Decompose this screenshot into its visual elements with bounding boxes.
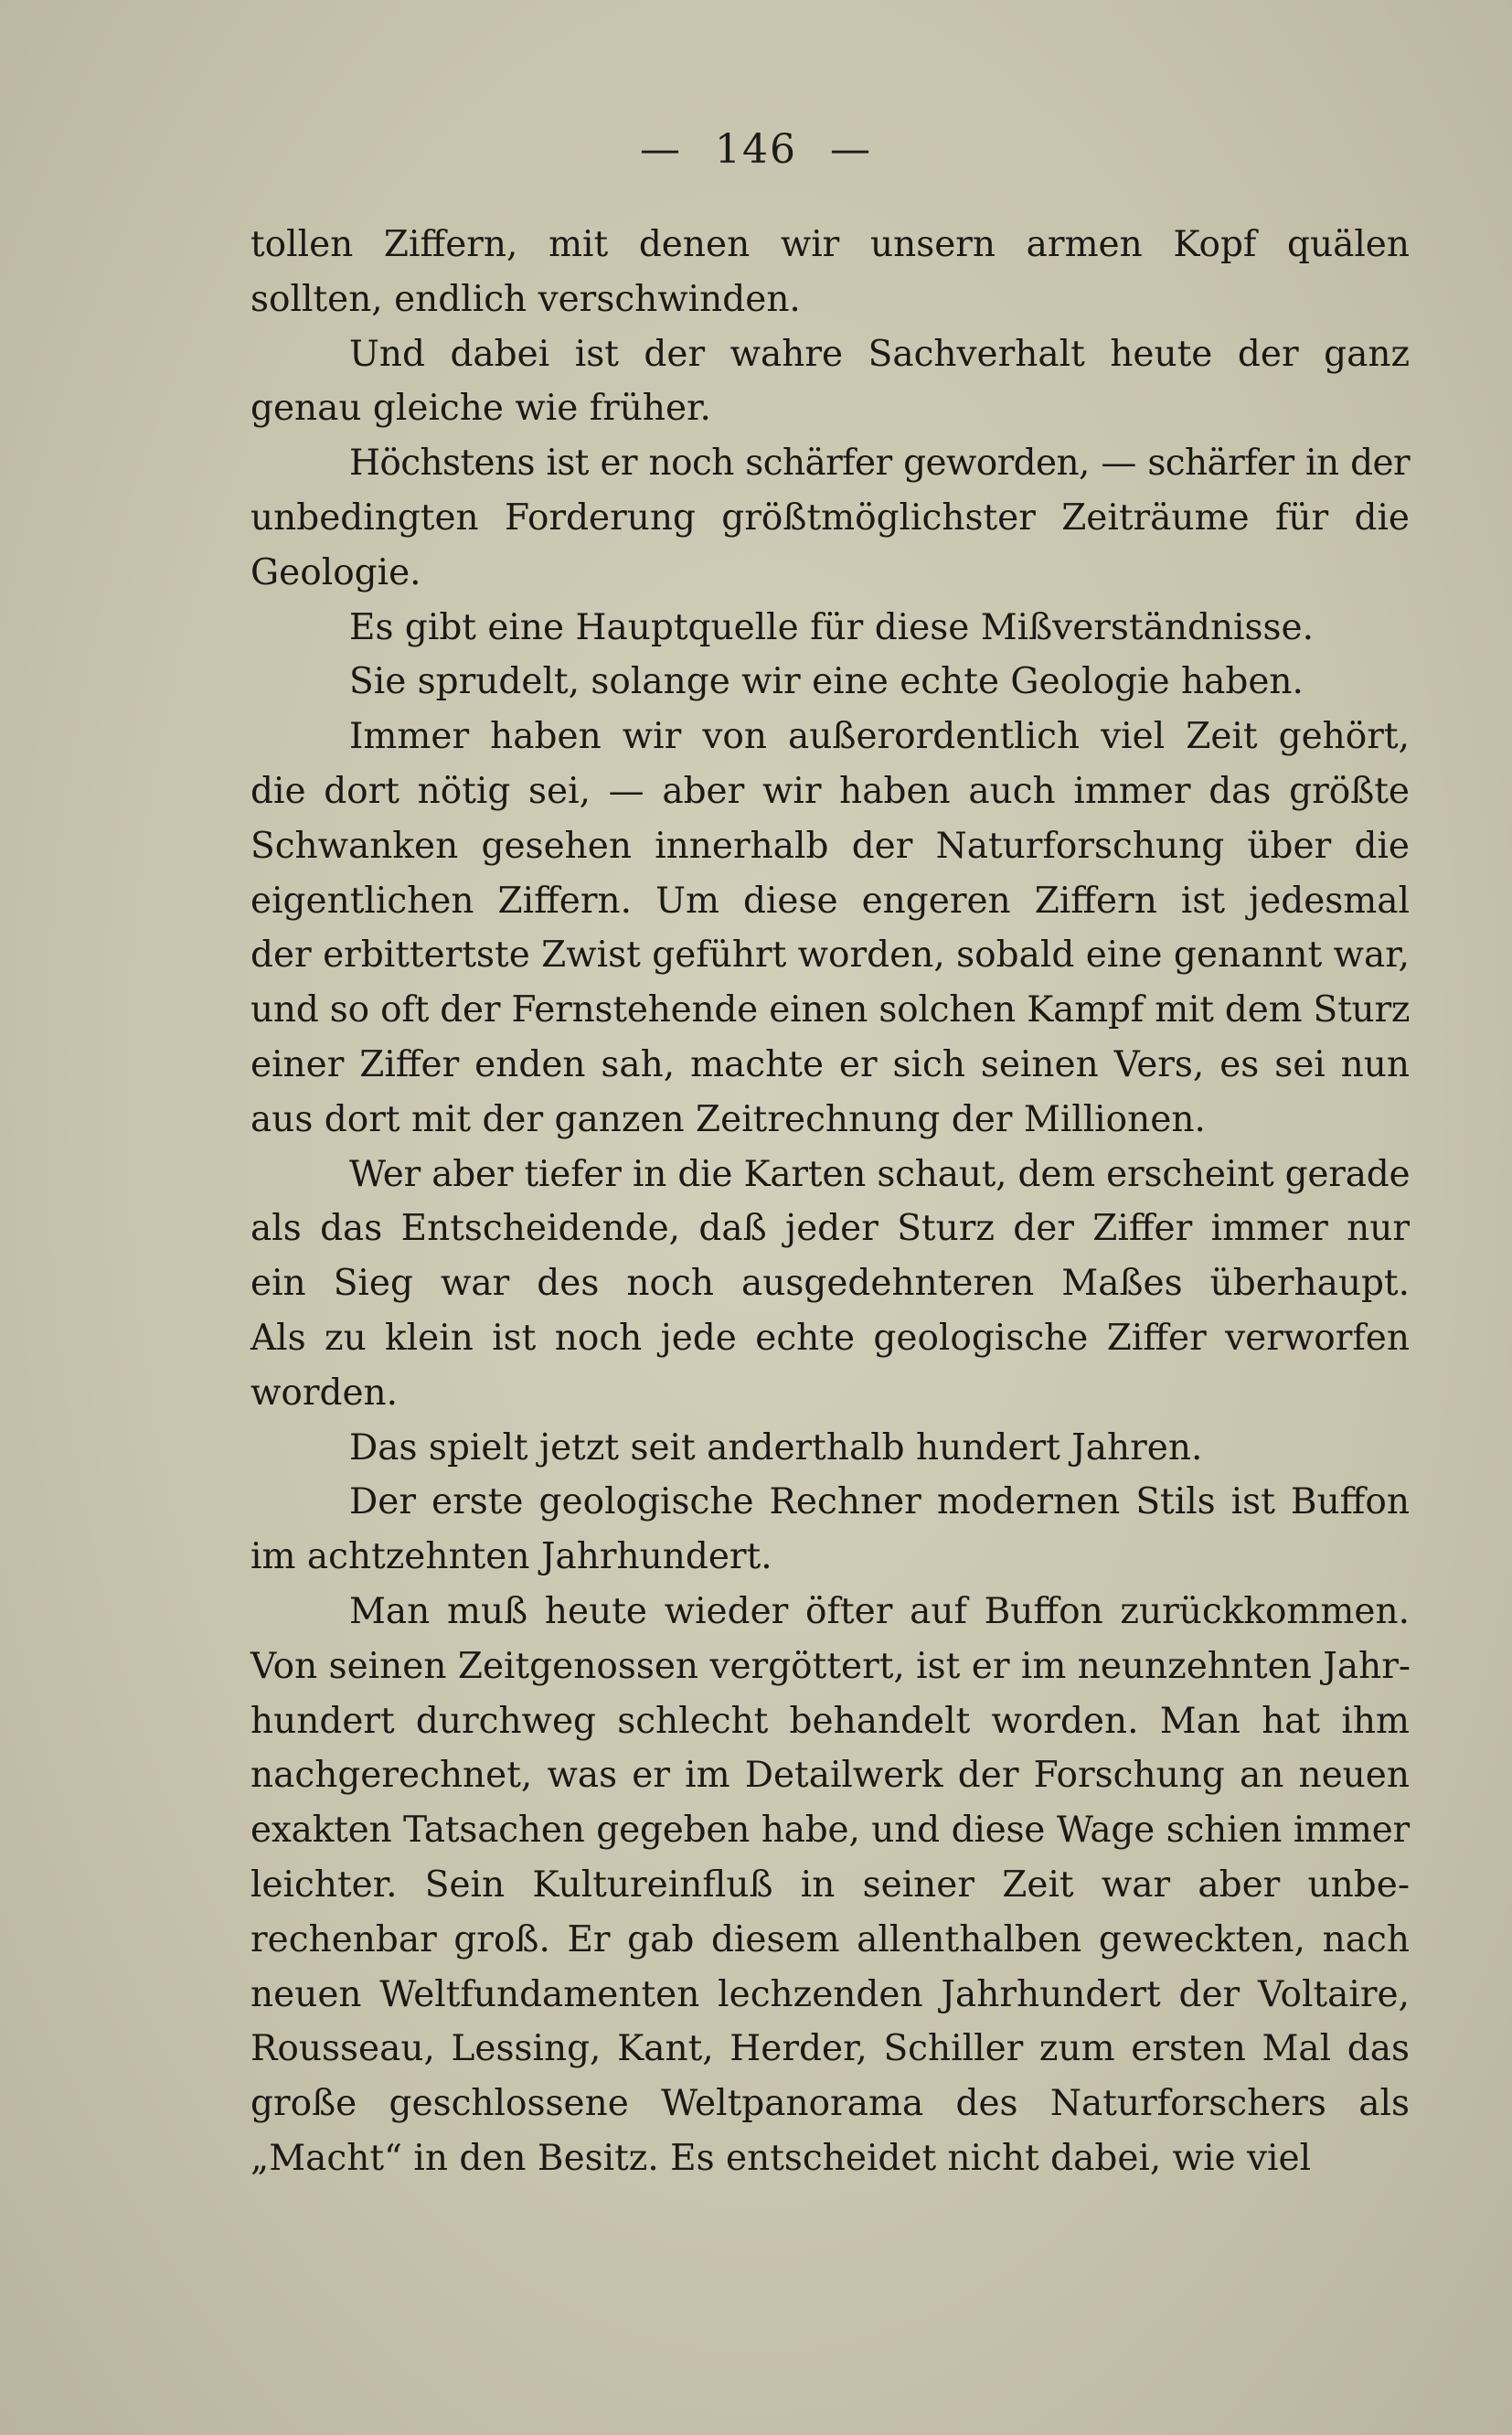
text-line: Immer haben wir von außerordentlich viel Zeit gehört, bbox=[349, 716, 1410, 758]
paragraph bbox=[250, 436, 1410, 600]
text-line: Das spielt jetzt seit anderthalb hundert Jahren. bbox=[349, 1426, 1203, 1468]
text-line: die dort nötig sei, — aber wir haben auch immer das größte bbox=[250, 770, 1410, 812]
text-line: hundert durchweg schlecht behandelt worden. Man hat ihm bbox=[250, 1700, 1410, 1742]
paragraph bbox=[250, 327, 1410, 437]
text-line: Es gibt eine Hauptquelle für diese Mißverständnisse. bbox=[349, 606, 1315, 648]
paragraph bbox=[250, 1421, 1410, 1476]
text-line: exakten Tatsachen gegeben habe, und diese Wage schien immer bbox=[250, 1810, 1410, 1852]
text-line: ein Sieg war des noch ausgedehnteren Maßes überhaupt. bbox=[250, 1263, 1410, 1305]
text-line: Wer aber tiefer in die Karten schaut, dem erscheint gerade bbox=[349, 1153, 1411, 1195]
text-line: sollten, endlich verschwinden. bbox=[250, 278, 801, 320]
text-line: nachgerechnet, was er im Detailwerk der Forschung an neuen bbox=[250, 1755, 1410, 1797]
text-line: unbedingten Forderung größtmöglichster Zeiträume für die bbox=[250, 497, 1410, 539]
text-line: Von seinen Zeitgenossen vergöttert, ist er im neunzehnten Jahr- bbox=[250, 1645, 1411, 1687]
text-line: Höchstens ist er noch schärfer geworden, — schärfer in der bbox=[349, 443, 1410, 485]
paragraph bbox=[250, 1148, 1410, 1421]
text-line: Und dabei ist der wahre Sachverhalt heute der ganz bbox=[349, 333, 1410, 375]
text-line: Rousseau, Lessing, Kant, Herder, Schiller zum ersten Mal das bbox=[250, 2028, 1410, 2070]
text-line: „Macht“ in den Besitz. Es entscheidet nicht dabei, wie viel bbox=[250, 2137, 1312, 2179]
page-number: 146 bbox=[715, 126, 797, 173]
text-line: leichter. Sein Kultureinfluß in seiner Zeit war aber unbe- bbox=[250, 1864, 1410, 1906]
text-line: genau gleiche wie früher. bbox=[250, 388, 711, 430]
paragraph bbox=[250, 1475, 1410, 1585]
text-line: aus dort mit der ganzen Zeitrechnung der Millionen. bbox=[250, 1098, 1206, 1140]
text-line: eigentlichen Ziffern. Um diese engeren Ziffern ist jedesmal bbox=[250, 880, 1410, 922]
text-line: große geschlossene Weltpanorama des Naturforschers als bbox=[250, 2083, 1410, 2125]
paragraph bbox=[250, 1585, 1410, 2186]
header-dash-left: — bbox=[640, 126, 682, 173]
body-text bbox=[250, 218, 1410, 2186]
text-line: worden. bbox=[250, 1372, 399, 1414]
text-line: der erbittertste Zwist geführt worden, sobald eine genannt war, bbox=[250, 934, 1410, 977]
paragraph bbox=[250, 710, 1410, 1147]
text-line: und so oft der Fernstehende einen solchen Kampf mit dem Sturz bbox=[250, 989, 1411, 1031]
text-line: tollen Ziffern, mit denen wir unsern armen Kopf quälen bbox=[250, 224, 1410, 265]
text-line: Geologie. bbox=[250, 551, 421, 593]
paragraph bbox=[250, 655, 1410, 710]
page-header bbox=[0, 126, 1512, 173]
text-line: Sie sprudelt, solange wir eine echte Geologie haben. bbox=[349, 661, 1304, 703]
text-line: Als zu klein ist noch jede echte geologische Ziffer verworfen bbox=[250, 1317, 1410, 1359]
header-dash-right: — bbox=[829, 126, 872, 173]
paragraph bbox=[250, 601, 1410, 656]
text-line: im achtzehnten Jahrhundert. bbox=[250, 1536, 772, 1578]
text-line: Schwanken gesehen innerhalb der Naturforschung über die bbox=[250, 825, 1410, 867]
text-line: als das Entscheidende, daß jeder Sturz der Ziffer immer nur bbox=[250, 1208, 1410, 1250]
text-line: rechenbar groß. Er gab diesem allenthalben geweckten, nach bbox=[250, 1918, 1410, 1960]
text-line: einer Ziffer enden sah, machte er sich seinen Vers, es sei nun bbox=[250, 1043, 1410, 1085]
text-line: Der erste geologische Rechner modernen Stils ist Buffon bbox=[349, 1481, 1410, 1523]
paragraph bbox=[250, 218, 1410, 327]
text-line: neuen Weltfundamenten lechzenden Jahrhundert der Voltaire, bbox=[250, 1973, 1410, 2015]
text-line: Man muß heute wieder öfter auf Buffon zurückkommen. bbox=[349, 1590, 1410, 1632]
